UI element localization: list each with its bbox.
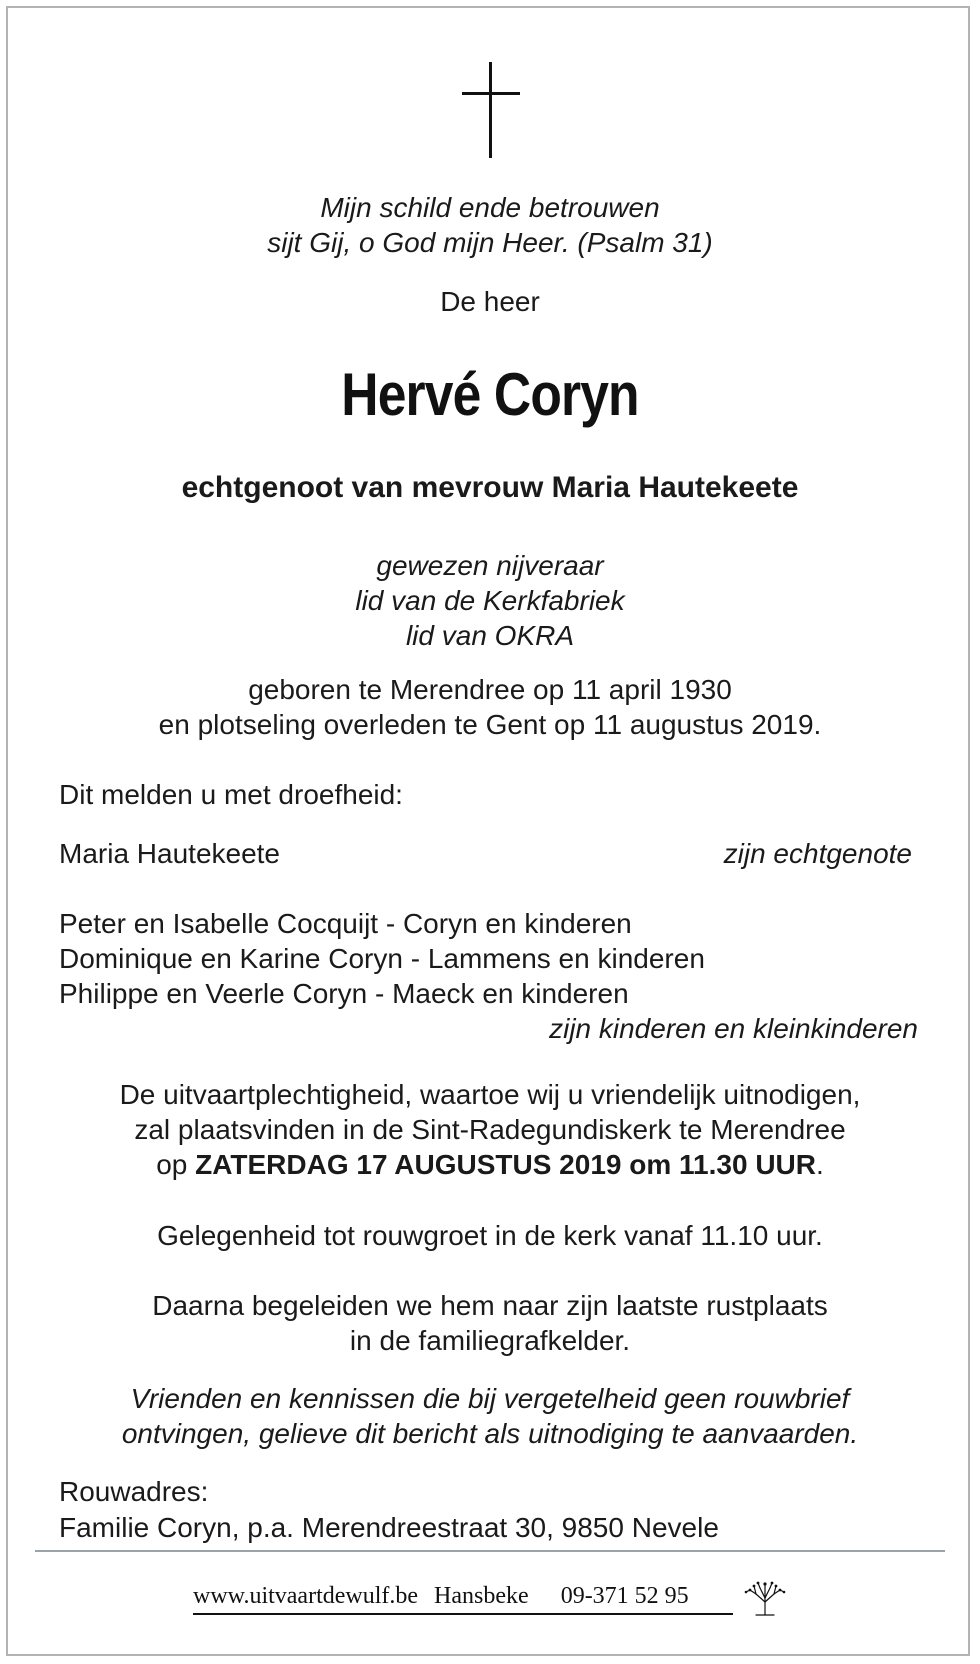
footer-separator [35, 1550, 945, 1552]
ceremony-suffix: . [816, 1149, 824, 1180]
ceremony-date-time: ZATERDAG 17 AUGUSTUS 2019 om 11.30 UUR [195, 1149, 816, 1180]
role-2: lid van de Kerkfabriek [355, 585, 625, 616]
burial-line-1: Daarna begeleiden we hem naar zijn laatste rustplaats [152, 1290, 828, 1321]
spouse-relation: zijn echtgenote [723, 838, 912, 869]
role-3: lid van OKRA [405, 620, 575, 651]
announce-intro: Dit melden u met droefheid: [59, 779, 403, 810]
notice-line-2: ontvingen, gelieve dit bericht als uitnodiging te aanvaarden. [121, 1418, 859, 1449]
burial-line-2: in de familiegrafkelder. [349, 1325, 631, 1356]
tree-logo-icon [742, 1580, 788, 1616]
mourning-address-label: Rouwadres: [59, 1476, 209, 1507]
notice-line-1: Vrienden en kennissen die bij vergetelheid geen rouwbrief [130, 1383, 850, 1414]
spouse-line: echtgenoot van mevrouw Maria Hautekeete [181, 471, 799, 504]
ceremony-line-1: De uitvaartplechtigheid, waartoe wij u vriendelijk uitnodigen, [119, 1079, 861, 1110]
psalm-line-1: Mijn schild ende betrouwen [320, 192, 660, 223]
latin-cross-icon [462, 62, 520, 160]
death-line: en plotseling overleden te Gent op 11 augustus 2019. [158, 709, 822, 740]
deceased-name: Hervé Coryn [341, 361, 639, 428]
title-prefix: De heer [440, 286, 540, 317]
footer-town: Hansbeke [434, 1583, 529, 1609]
psalm-line-2: sijt Gij, o God mijn Heer. (Psalm 31) [267, 227, 713, 258]
footer-website: www.uitvaartdewulf.be [193, 1583, 419, 1609]
child-line-3: Philippe en Veerle Coryn - Maeck en kinderen [59, 978, 629, 1009]
ceremony-line-2: zal plaatsvinden in de Sint-Radegundiskerk te Merendree [134, 1114, 846, 1145]
children-relation: zijn kinderen en kleinkinderen [549, 1013, 918, 1044]
spouse-name: Maria Hautekeete [59, 838, 281, 869]
condolence-line: Gelegenheid tot rouwgroet in de kerk vanaf 11.10 uur. [157, 1220, 823, 1251]
footer-info [193, 1582, 689, 1610]
footer-underline [193, 1613, 733, 1615]
ceremony-line-3 [0, 1147, 980, 1182]
role-1: gewezen nijveraar [376, 550, 604, 581]
child-line-2: Dominique en Karine Coryn - Lammens en kinderen [59, 943, 705, 974]
birth-line: geboren te Merendree op 11 april 1930 [248, 674, 732, 705]
child-line-1: Peter en Isabelle Cocquijt - Coryn en kinderen [59, 908, 632, 939]
ceremony-prefix: op [156, 1149, 196, 1180]
footer-phone: 09-371 52 95 [560, 1583, 689, 1609]
mourning-address: Familie Coryn, p.a. Merendreestraat 30, 9850 Nevele [59, 1512, 719, 1543]
